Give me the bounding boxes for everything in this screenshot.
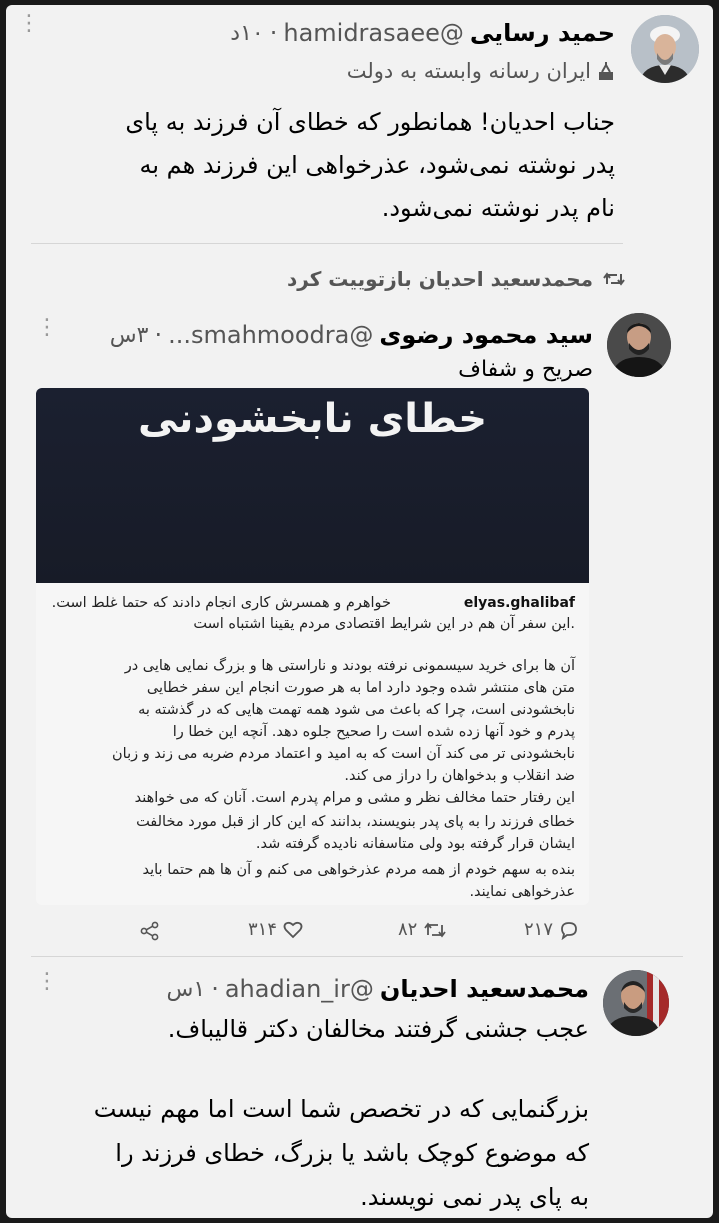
tweet1-line: جناب احدیان! همانطور که خطای آن فرزند به پای [125,108,615,136]
tweet3-line: به پای پدر نمی نویسند. [360,1183,589,1211]
tweet2-handle[interactable]: @smahmoodra... [168,321,374,349]
retweet-icon [423,920,447,940]
tweet3-text-first [168,1011,589,1047]
tweet-divider [31,956,683,957]
tweet2-time[interactable]: ۳س [109,322,149,348]
reply-count: ۲۱۷ [524,919,554,940]
tweet3-line: عجب جشنی گرفتند مخالفان دکتر قالیباف. [167,1015,589,1043]
person-icon [603,970,669,1036]
tweet1-handle[interactable]: @hamidrasaee [283,19,464,47]
image-text-line: پدرم و خود آنها زده شده است را صحیح جلوه دهد. آنچه این خطا را [172,724,575,740]
tweet3-handle[interactable]: @ahadian_ir [224,975,374,1003]
image-text-line: خطای فرزند را به پای پدر بنویسند، بدانند که این کار از قبل مورد مخالفت [136,814,575,830]
image-headline-banner [36,388,589,583]
tweet2-attached-image[interactable] [36,388,589,905]
state-media-icon [597,61,615,81]
state-media-label[interactable] [347,59,615,83]
like-count: ۳۱۴ [248,919,278,940]
image-text-line: نابخشودنی است، چرا که باعث می شود همه تهمت هایی که در گذشته به [138,702,575,718]
retweet-icon [603,270,625,288]
screenshot-frame [6,5,713,1218]
avatar-smahmoodra[interactable] [607,313,671,377]
retweet-count: ۸۲ [398,919,418,940]
image-text-line: ایشان قرار گرفته بود ولی متاسفانه نادیده گرفته شد. [255,836,575,852]
tweet2-author-name[interactable]: سید محمود رضوی [379,321,593,349]
avatar-hamidrasaee[interactable] [631,15,699,83]
person-icon [607,313,671,377]
tweet1-line: پدر نوشته نمی‌شود، عذرخواهی این فرزند هم به [139,151,615,179]
tweet1-line: نام پدر نوشته نمی‌شود. [381,194,615,222]
tweet3-time[interactable]: ۱س [166,976,206,1002]
tweet1-text [22,101,615,230]
avatar-ahadian[interactable] [603,970,669,1036]
image-text-line: نابخشودنی تر می کند آن است که به امید و اعتماد مردم ضربه می زند و زبان [112,746,575,762]
reply-icon [559,920,579,940]
image-text-line: بنده به سهم خودم از همه مردم عذرخواهی می کنم و آن ها هم حتما باید [142,862,575,878]
image-text-line: .این سفر آن هم در این شرایط اقتصادی مردم یقینا اشتباه است [193,616,575,632]
tweet1-header [230,15,615,51]
share-icon [140,921,160,941]
dot-separator: · [154,321,163,349]
image-text-line: خواهرم و همسرش کاری انجام دادند که حتما غلط است. [51,595,391,611]
reply-button[interactable] [524,919,579,940]
tweet2-text: صریح و شفاف [458,357,593,382]
heart-icon [283,921,303,939]
tweet3-line: بزرگنمایی که در تخصص شما است اما مهم نیست [93,1095,589,1123]
retweet-banner-text: محمدسعید احدیان بازتوییت کرد [287,267,593,291]
tweet3-text-second [36,1087,589,1218]
tweet1-time[interactable]: ۱۰د [230,20,264,46]
tweet3-author-name[interactable]: محمدسعید احدیان [379,975,589,1003]
dot-separator: · [211,975,219,1003]
tweet3-header [167,971,589,1007]
tweet2-header [110,317,593,353]
state-media-label-text: ایران رسانه وابسته به دولت [346,59,591,83]
tweet-divider [31,243,623,244]
image-text-line: متن های منتشر شده وجود دارد اما به هر صورت انجام این سفر خطایی [146,680,575,696]
more-options-icon[interactable]: ⋮ [18,11,40,36]
image-text-line: آن ها برای خرید سیسمونی نرفته بودند و ناراستی ها و بزرگ نمایی هایی در [124,658,575,674]
image-headline: خطای نابخشودنی [137,396,488,442]
person-icon [631,15,699,83]
retweet-button[interactable] [398,919,447,940]
image-username: elyas.ghalibaf [463,595,575,611]
image-text-line: ضد انقلاب و بدخواهان را دراز می کند. [344,768,575,784]
tweet3-line: که موضوع کوچک باشد یا بزرگ، خطای فرزند را [115,1139,589,1167]
dot-separator: · [269,19,278,47]
image-text-line: این رفتار حتما مخالف نظر و مشی و مرام پدرم است. آنان که می خواهند [134,790,575,806]
more-options-icon[interactable]: ⋮ [36,315,58,340]
share-button[interactable] [140,921,160,941]
image-text-line: عذرخواهی نمایند. [469,884,575,900]
like-button[interactable] [248,919,303,940]
more-options-icon[interactable]: ⋮ [36,969,58,994]
tweet1-author-name[interactable]: حمید رسایی [469,19,615,47]
retweet-banner[interactable] [287,267,625,291]
